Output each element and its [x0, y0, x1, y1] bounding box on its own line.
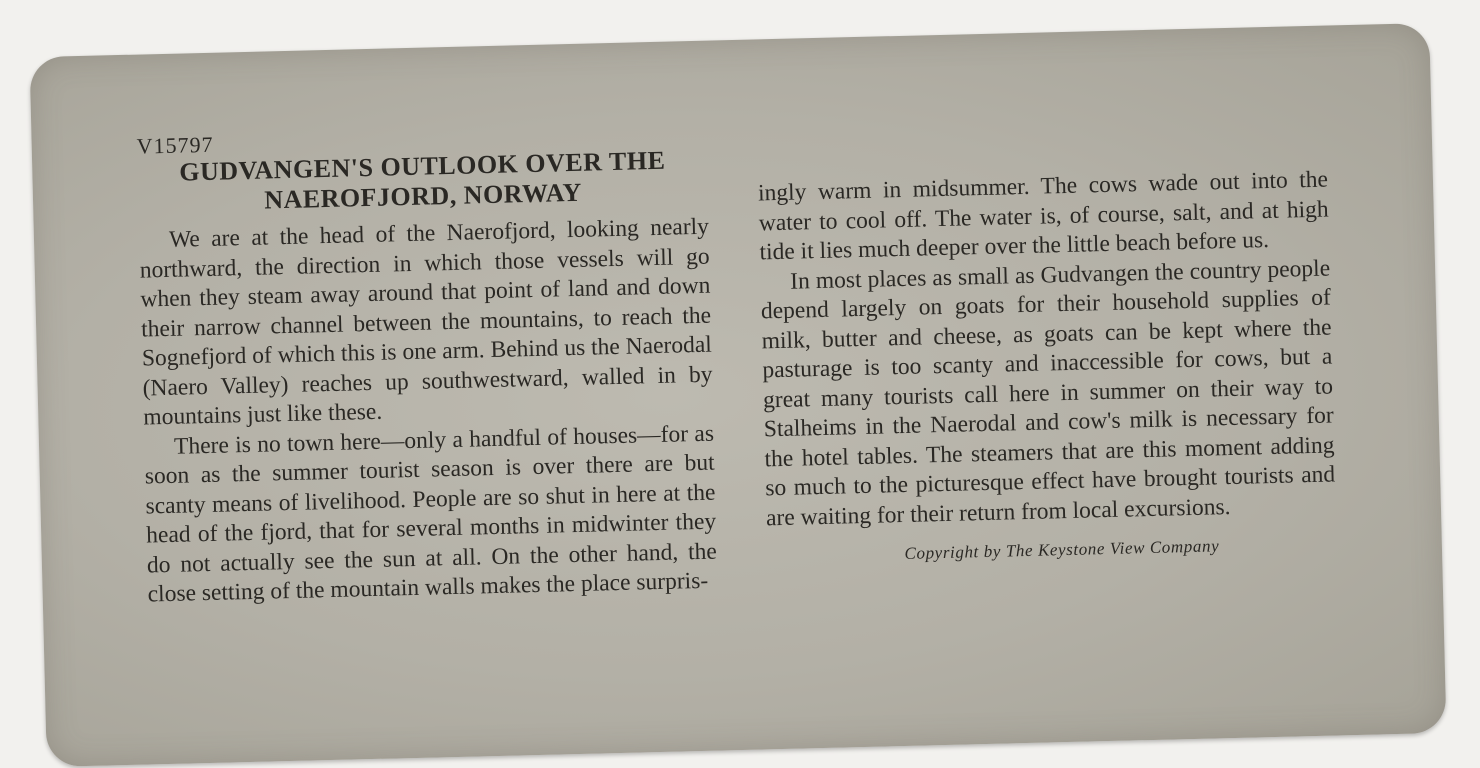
- right-column: [758, 166, 1337, 568]
- catalog-number: V15797: [136, 131, 214, 159]
- card-title: [137, 145, 708, 219]
- paragraph-1: We are at the head of the Naerofjord, looking nearly northward, the direction in which those vessels will go when they steam away around that point of land and down their narrow channel between the mountains, to reach the Sognefjord of which this is one arm. Behind us the Naerodal (Naero Valley) reaches up southwestward, walled in by mountains just like these.: [139, 213, 713, 431]
- paragraph-2-end: ingly warm in midsummer. The cows wade out into the water to cool off. The water is, of course, salt, and at high tide it lies much deeper over the little beach before us.: [757, 166, 1329, 266]
- copyright-line: Copyright by The Keystone View Company: [904, 536, 1220, 563]
- paragraph-3: In most places as small as Gudvangen the country people depend largely on goats for their household supplies of milk, butter and cheese, as goats can be kept where the pasturage is too scanty and inaccessible for cows, but a great many tourists call here in summer on their way to Stalheims in the Naerodal and cow's milk is necessary for the hotel tables. The steamers that are this moment adding so much to the picturesque effect have brought tourists and are waiting for their return from local excursions.: [760, 255, 1336, 531]
- title-line-1: GUDVANGEN'S OUTLOOK OVER THE: [178, 145, 666, 187]
- stereoview-card-back: [30, 23, 1447, 767]
- title-line-2: NAEROFJORD, NORWAY: [263, 177, 583, 215]
- paragraph-2-start: There is no town here—only a handful of houses—for as soon as the summer tourist season is over there are but scanty means of livelihood. People are so shut in here at the head of the fjord, that for several months in midwinter they do not actually see the sun at all. On the other hand, the close setting of the mountain walls makes the place surpris-: [144, 420, 718, 608]
- left-column: [136, 121, 717, 610]
